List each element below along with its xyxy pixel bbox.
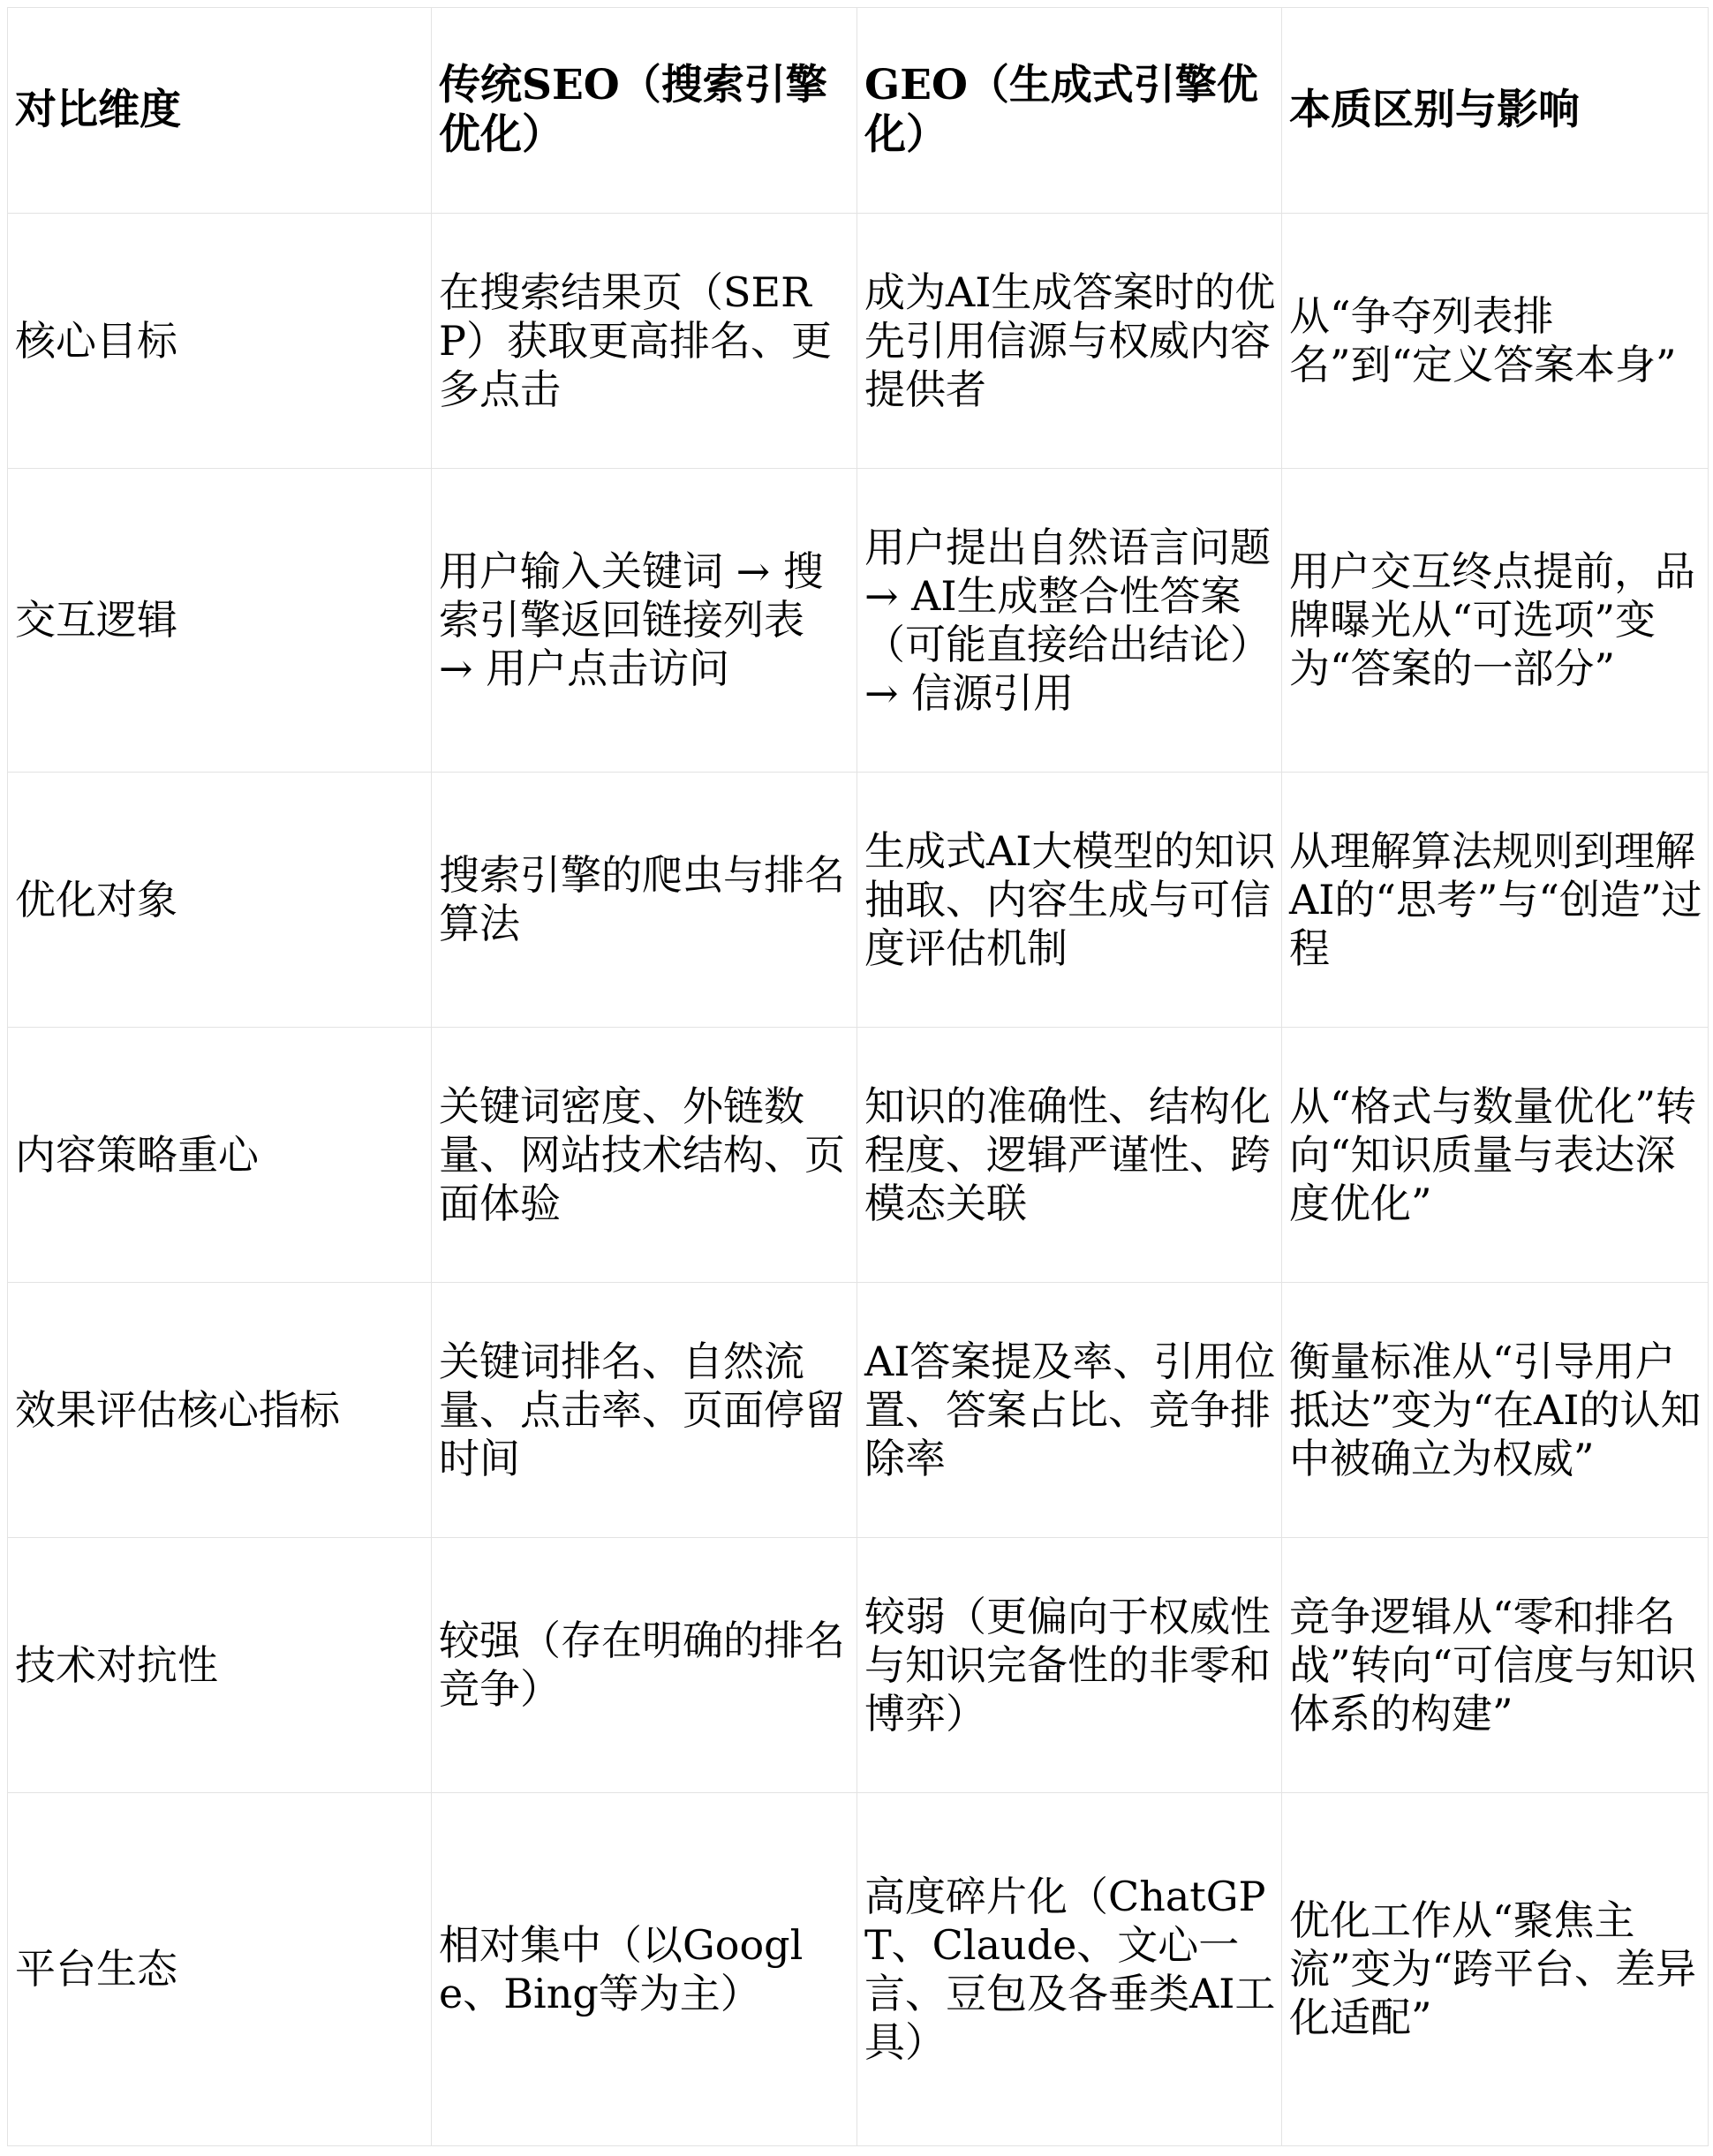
header-cell-seo: 传统SEO（搜索引擎优化） <box>432 8 857 214</box>
table-row <box>8 1793 1709 2146</box>
row-label-cell: 技术对抗性 <box>8 1538 432 1793</box>
header-cell-dimension: 对比维度 <box>8 8 432 214</box>
row-label-cell: 核心目标 <box>8 214 432 469</box>
geo-cell: 成为AI生成答案时的优先引用信源与权威内容提供者 <box>857 214 1282 469</box>
table-row <box>8 214 1709 469</box>
row-label-cell: 效果评估核心指标 <box>8 1283 432 1538</box>
difference-cell: 从理解算法规则到理解AI的“思考”与“创造”过程 <box>1282 773 1709 1028</box>
row-label-cell: 平台生态 <box>8 1793 432 2146</box>
geo-cell: 高度碎片化（ChatGPT、Claude、文心一言、豆包及各垂类AI工具） <box>857 1793 1282 2146</box>
difference-cell: 从“格式与数量优化”转向“知识质量与表达深度优化” <box>1282 1028 1709 1283</box>
seo-cell: 用户输入关键词 → 搜索引擎返回链接列表 → 用户点击访问 <box>432 469 857 773</box>
table-row <box>8 1538 1709 1793</box>
seo-cell: 搜索引擎的爬虫与排名算法 <box>432 773 857 1028</box>
difference-cell: 优化工作从“聚焦主流”变为“跨平台、差异化适配” <box>1282 1793 1709 2146</box>
table-row <box>8 1028 1709 1283</box>
table-row <box>8 1283 1709 1538</box>
table-row <box>8 469 1709 773</box>
geo-cell: 较弱（更偏向于权威性与知识完备性的非零和博弈） <box>857 1538 1282 1793</box>
seo-cell: 在搜索结果页（SERP）获取更高排名、更多点击 <box>432 214 857 469</box>
row-label-cell: 交互逻辑 <box>8 469 432 773</box>
row-label-cell: 优化对象 <box>8 773 432 1028</box>
header-cell-geo: GEO（生成式引擎优化） <box>857 8 1282 214</box>
table-header-row <box>8 8 1709 214</box>
difference-cell: 用户交互终点提前，品牌曝光从“可选项”变为“答案的一部分” <box>1282 469 1709 773</box>
seo-cell: 关键词密度、外链数量、网站技术结构、页面体验 <box>432 1028 857 1283</box>
table-row <box>8 773 1709 1028</box>
seo-cell: 相对集中（以Google、Bing等为主） <box>432 1793 857 2146</box>
geo-cell: AI答案提及率、引用位置、答案占比、竞争排除率 <box>857 1283 1282 1538</box>
geo-cell: 生成式AI大模型的知识抽取、内容生成与可信度评估机制 <box>857 773 1282 1028</box>
difference-cell: 从“争夺列表排名”到“定义答案本身” <box>1282 214 1709 469</box>
seo-cell: 关键词排名、自然流量、点击率、页面停留时间 <box>432 1283 857 1538</box>
difference-cell: 竞争逻辑从“零和排名战”转向“可信度与知识体系的构建” <box>1282 1538 1709 1793</box>
comparison-table <box>7 7 1709 2146</box>
geo-cell: 用户提出自然语言问题 → AI生成整合性答案（可能直接给出结论） → 信源引用 <box>857 469 1282 773</box>
difference-cell: 衡量标准从“引导用户抵达”变为“在AI的认知中被确立为权威” <box>1282 1283 1709 1538</box>
row-label-cell: 内容策略重心 <box>8 1028 432 1283</box>
header-cell-difference: 本质区别与影响 <box>1282 8 1709 214</box>
geo-cell: 知识的准确性、结构化程度、逻辑严谨性、跨模态关联 <box>857 1028 1282 1283</box>
seo-cell: 较强（存在明确的排名竞争） <box>432 1538 857 1793</box>
